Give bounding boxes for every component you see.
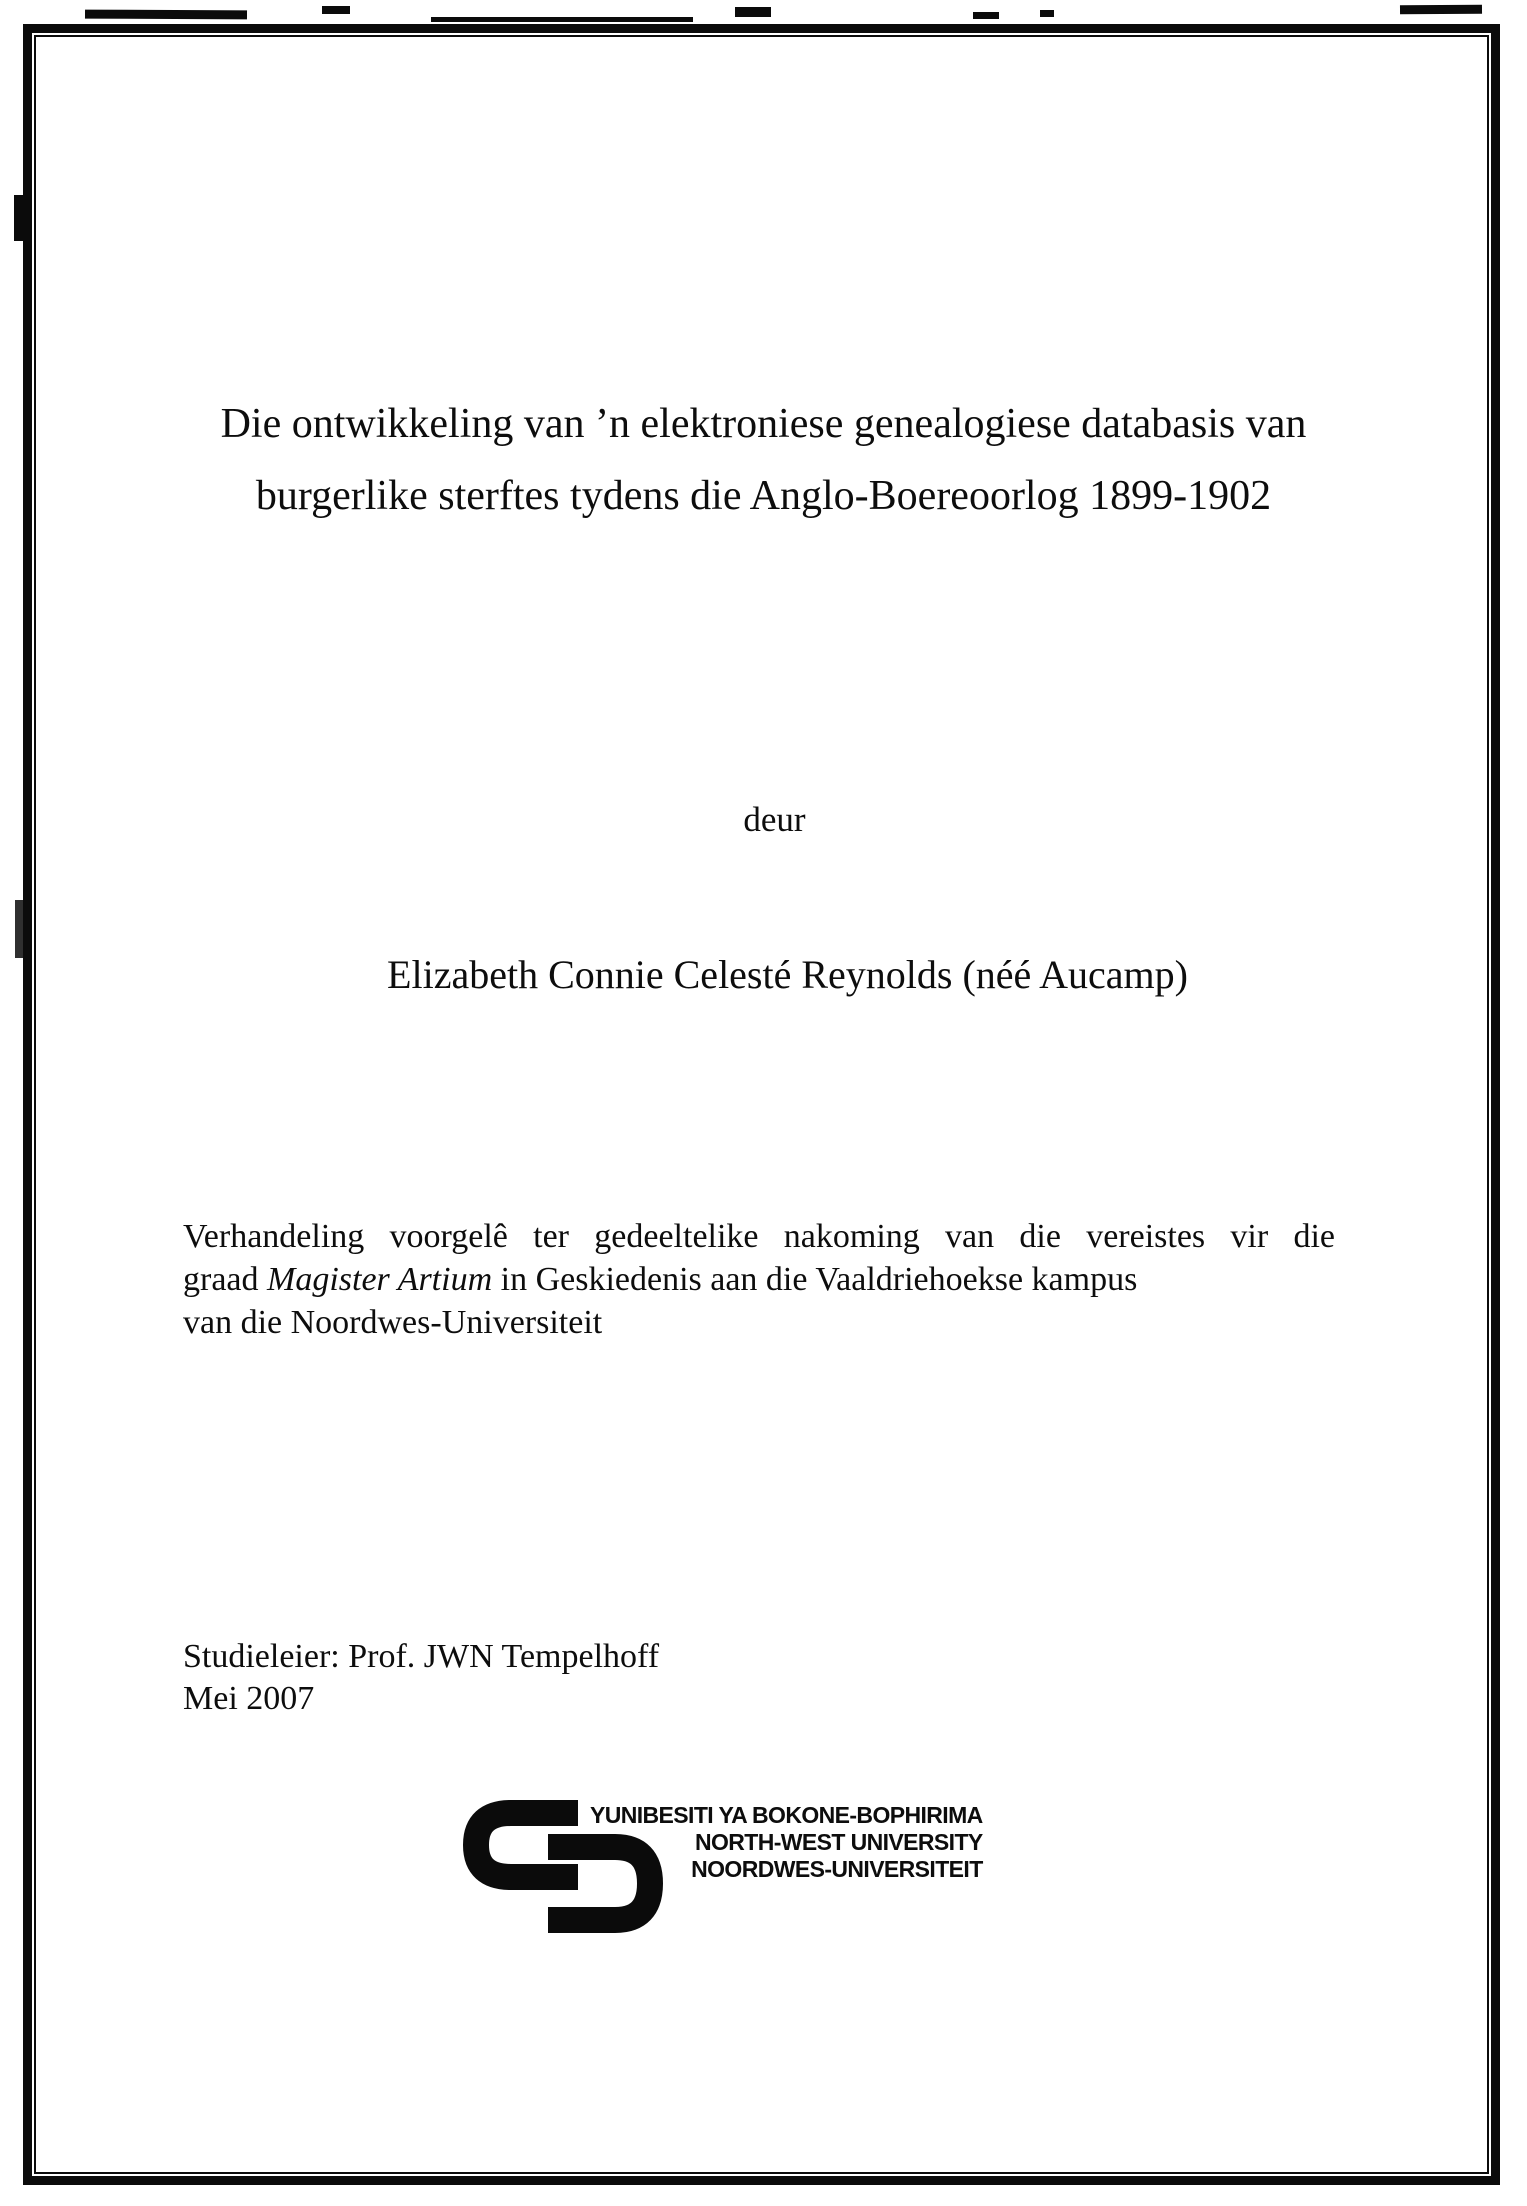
supervisor-block: [183, 1636, 659, 1720]
degree-statement-line2-suffix: in Geskiedenis aan die Vaaldriehoekse kampus: [492, 1261, 1138, 1298]
degree-statement-line2-prefix: graad: [183, 1261, 268, 1298]
logo-line-afrikaans: NOORDWES-UNIVERSITEIT: [691, 1856, 983, 1882]
thesis-title-line1: Die ontwikkeling van ’n elektroniese genealogiese databasis van: [220, 401, 1307, 447]
university-logo-text: [590, 1802, 983, 1883]
university-logo: [463, 1800, 1063, 1940]
logo-line-setswana: YUNIBESITI YA BOKONE-BOPHIRIMA: [590, 1802, 983, 1828]
byline-label: deur: [743, 800, 806, 839]
scan-artifact: [1400, 5, 1482, 15]
author-name: Elizabeth Connie Celesté Reynolds (néé Aucamp): [387, 952, 1188, 997]
scan-artifact: [973, 12, 999, 19]
supervisor-line: Studieleier: Prof. JWN Tempelhoff: [183, 1638, 660, 1675]
logo-line-english: NORTH-WEST UNIVERSITY: [694, 1829, 983, 1855]
scan-artifact: [431, 17, 693, 22]
degree-statement-line3: van die Noordwes-Universiteit: [183, 1304, 603, 1341]
scan-artifact: [85, 10, 247, 20]
scan-artifact: [1040, 10, 1054, 17]
degree-statement: [183, 1215, 1335, 1344]
date-line: Mei 2007: [183, 1680, 315, 1717]
scan-artifact: [735, 7, 771, 17]
scan-artifact: [322, 6, 350, 14]
thesis-title-line2: burgerlike sterftes tydens die Anglo-Boereoorlog 1899-1902: [255, 473, 1272, 519]
degree-name: Magister Artium: [267, 1261, 493, 1298]
degree-statement-line2: [183, 1258, 1335, 1301]
degree-statement-line1: Verhandeling voorgelê ter gedeeltelike nakoming van die vereistes vir die: [183, 1218, 1335, 1255]
thesis-title: [0, 388, 1527, 532]
